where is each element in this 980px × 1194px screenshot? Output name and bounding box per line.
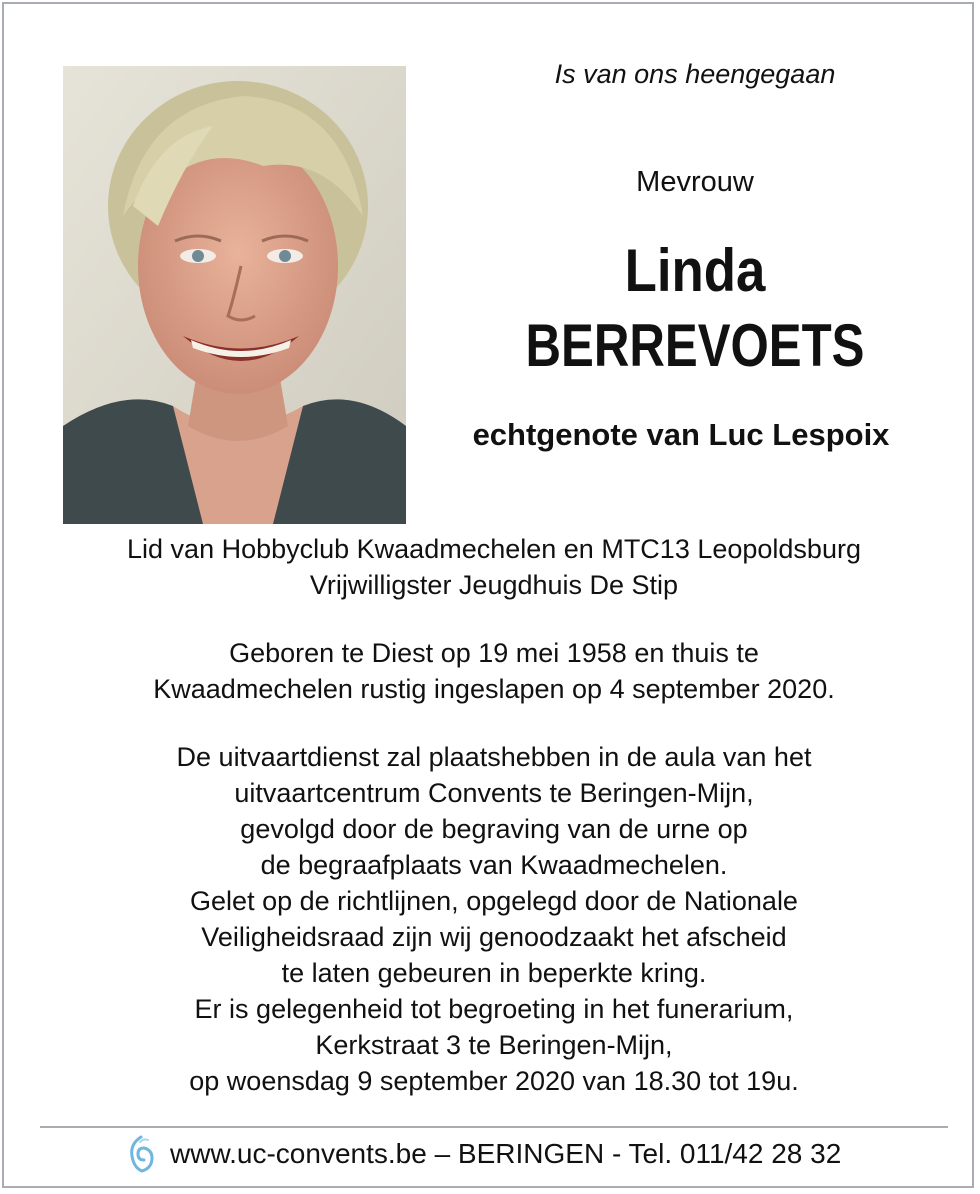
last-name: BERREVOETS [525, 312, 865, 379]
service-line: De uitvaartdienst zal plaatshebben in de aula van het [176, 742, 812, 772]
birth-death-block [4, 635, 980, 707]
service-line: de begraafplaats van Kwaadmechelen. [260, 850, 728, 880]
service-line: op woensdag 9 september 2020 van 18.30 tot 19u. [189, 1066, 799, 1096]
birth-death-line: Kwaadmechelen rustig ingeslapen op 4 september 2020. [153, 674, 835, 704]
service-line: uitvaartcentrum Convents te Beringen-Mijn, [234, 778, 754, 808]
intro-text: Is van ons heengegaan [554, 59, 836, 89]
footer-divider [40, 1126, 948, 1128]
honorific: Mevrouw [636, 166, 754, 198]
affiliations-block [4, 531, 980, 603]
first-name: Linda [624, 237, 766, 304]
affiliation-line: Vrijwilligster Jeugdhuis De Stip [309, 570, 679, 600]
service-line: Kerkstraat 3 te Beringen-Mijn, [315, 1030, 673, 1060]
service-line: te laten gebeuren in beperkte kring. [281, 958, 707, 988]
portrait-photo [63, 66, 406, 524]
birth-death-line: Geboren te Diest op 19 mei 1958 en thuis te [229, 638, 759, 668]
service-line: Er is gelegenheid tot begroeting in het funerarium, [194, 994, 794, 1024]
spouse-line: echtgenote van Luc Lespoix [472, 417, 890, 452]
service-details-block [4, 739, 980, 1099]
footer [126, 1134, 886, 1174]
service-line: Veiligheidsraad zijn wij genoodzaakt het afscheid [201, 922, 787, 952]
obituary-card [2, 2, 974, 1188]
service-line: gevolgd door de begraving van de urne op [240, 814, 748, 844]
footer-contact: www.uc-convents.be – BERINGEN - Tel. 011/42 28 32 [170, 1138, 842, 1169]
uc-convents-logo-icon [126, 1134, 156, 1174]
affiliation-line: Lid van Hobbyclub Kwaadmechelen en MTC13 Leopoldsburg [127, 534, 861, 564]
service-line: Gelet op de richtlijnen, opgelegd door de Nationale [190, 886, 798, 916]
